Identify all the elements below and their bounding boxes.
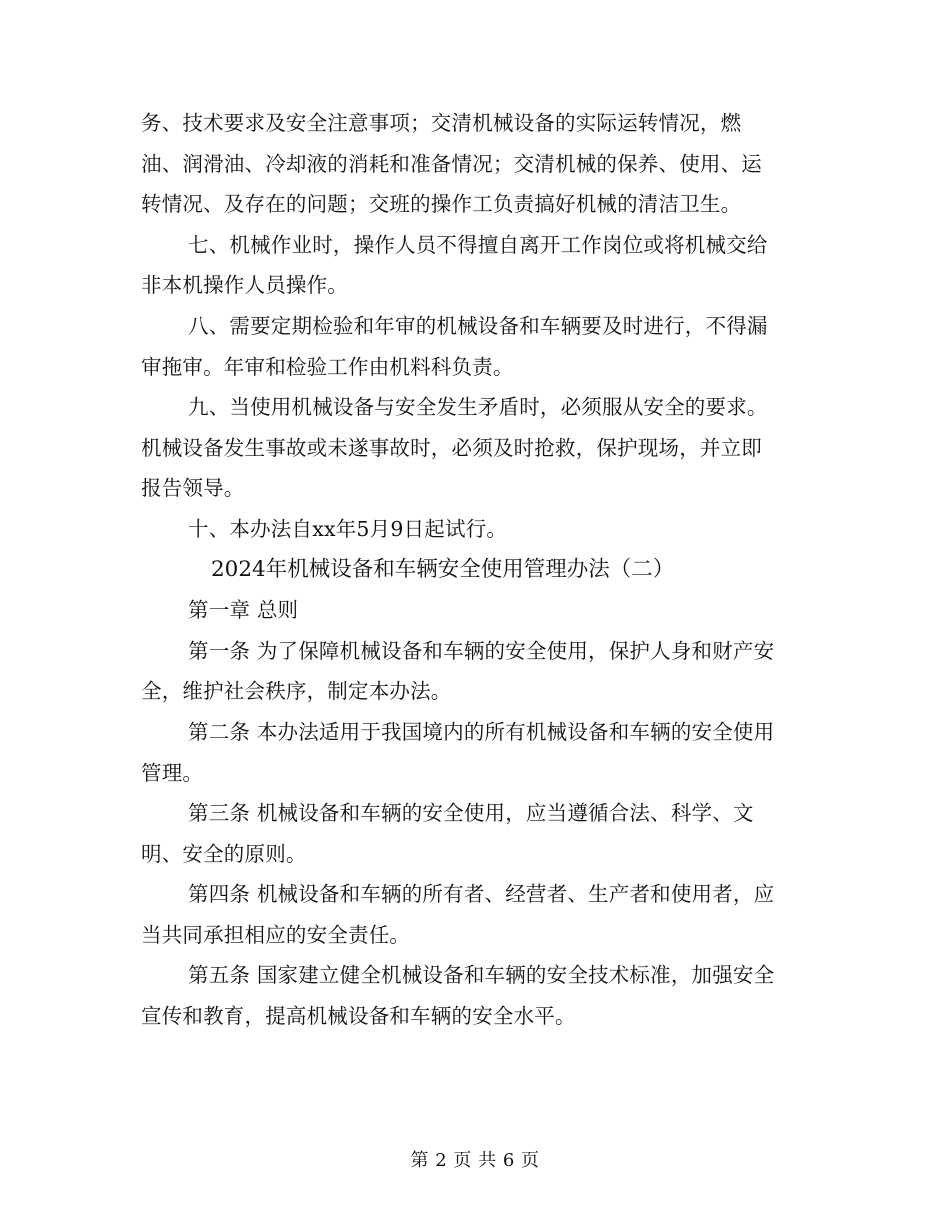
text-line: 第四条 机械设备和车辆的所有者、经营者、生产者和使用者，应 xyxy=(188,882,775,907)
section-title: 2024年机械设备和车辆安全使用管理办法（二） xyxy=(211,556,675,582)
text-line: 八、需要定期检验和年审的机械设备和车辆要及时进行，不得漏 xyxy=(188,313,768,338)
article-2 xyxy=(141,712,811,793)
text-line: 宣传和教育，提高机械设备和车辆的安全水平。 xyxy=(141,1004,576,1029)
text-line: 报告领导。 xyxy=(141,476,245,501)
text-line: 非本机操作人员操作。 xyxy=(141,273,348,298)
article-1 xyxy=(141,631,811,712)
text-line: 管理。 xyxy=(141,760,204,785)
text-line: 务、技术要求及安全注意事项；交清机械设备的实际运转情况，燃 xyxy=(141,111,742,135)
text-line: 第三条 机械设备和车辆的安全使用，应当遵循合法、科学、文 xyxy=(188,801,754,826)
text-line: 全，维护社会秩序，制定本办法。 xyxy=(141,679,452,704)
article-4 xyxy=(141,874,811,955)
paragraph-item-9 xyxy=(141,387,811,509)
page-content xyxy=(141,103,811,1037)
text-line: 第一章 总则 xyxy=(188,598,299,623)
text-line: 九、当使用机械设备与安全发生矛盾时，必须服从安全的要求。 xyxy=(188,395,768,420)
text-line: 十、本办法自xx年5月9日起试行。 xyxy=(188,516,508,541)
text-line: 审拖审。年审和检验工作由机料科负责。 xyxy=(141,354,514,379)
text-line: 机械设备发生事故或未遂事故时，必须及时抢救，保护现场，并立即 xyxy=(141,435,762,460)
paragraph-item-10 xyxy=(141,509,811,550)
article-3 xyxy=(141,793,811,874)
paragraph-continuation xyxy=(141,103,811,225)
text-line: 当共同承担相应的安全责任。 xyxy=(141,922,411,947)
text-line: 第五条 国家建立健全机械设备和车辆的安全技术标准，加强安全 xyxy=(188,963,775,988)
text-line: 油、润滑油、冷却液的消耗和准备情况；交清机械的保养、使用、运 xyxy=(141,151,762,176)
paragraph-item-7 xyxy=(141,225,811,306)
text-line: 第一条 为了保障机械设备和车辆的安全使用，保护人身和财产安 xyxy=(188,638,775,663)
text-line: 明、安全的原则。 xyxy=(141,841,307,866)
text-line: 第二条 本办法适用于我国境内的所有机械设备和车辆的安全使用 xyxy=(188,719,775,744)
page-footer: 第 2 页 共 6 页 xyxy=(410,1150,540,1171)
chapter-heading xyxy=(141,590,811,631)
text-line: 七、机械作业时，操作人员不得擅自离开工作岗位或将机械交给 xyxy=(188,232,768,257)
text-line: 转情况、及存在的问题；交班的操作工负责搞好机械的清洁卫生。 xyxy=(141,192,742,217)
article-5 xyxy=(141,955,811,1036)
paragraph-item-8 xyxy=(141,306,811,387)
